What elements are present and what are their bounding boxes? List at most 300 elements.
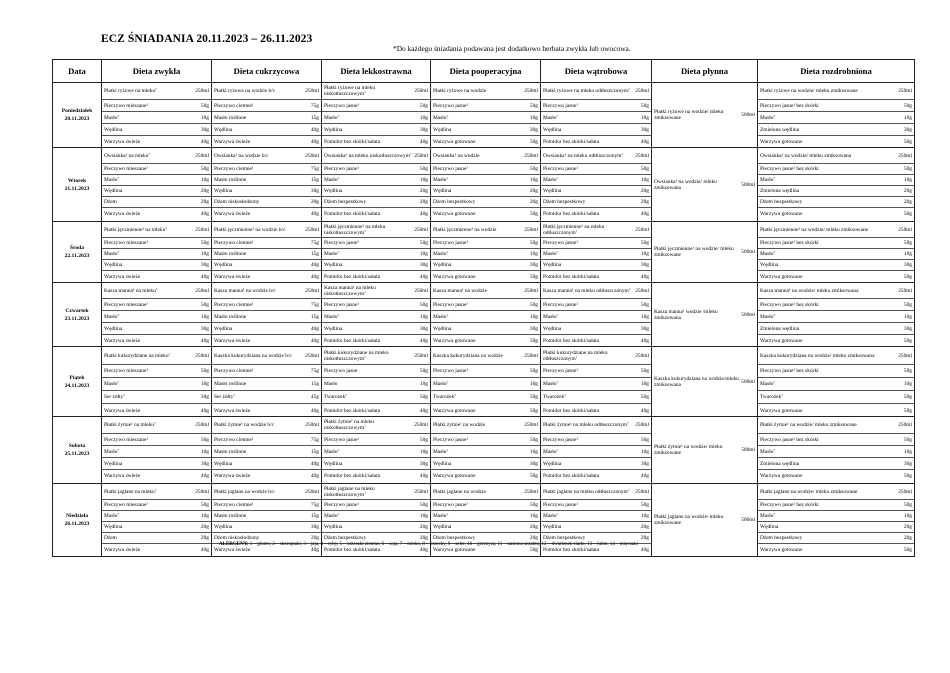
diet-cell — [431, 283, 541, 347]
menu-item — [758, 470, 914, 482]
item-name: Ser żółty⁷ — [214, 394, 236, 400]
menu-item — [322, 83, 430, 100]
menu-item — [541, 208, 651, 219]
item-name: Pieczywo jasne¹ — [543, 436, 578, 443]
item-amount: 75g — [310, 502, 319, 508]
item-amount: 250ml — [195, 226, 209, 233]
item-amount: 40g — [419, 273, 428, 280]
diet-cell — [102, 417, 212, 484]
menu-item — [541, 470, 651, 482]
menu-item — [431, 417, 540, 434]
item-name: Wędlina — [543, 126, 562, 133]
menu-item — [431, 100, 540, 112]
day-date: 26.11.2023 — [64, 521, 90, 527]
menu-item — [758, 238, 914, 249]
menu-item — [431, 186, 540, 197]
item-name: Masło⁷ — [543, 177, 559, 183]
document-title: ECZ ŚNIADANIA 20.11.2023 – 26.11.2023 — [101, 33, 313, 45]
item-name: Twarożek⁷ — [433, 394, 457, 400]
menu-item — [758, 124, 914, 136]
item-name: Pieczywo jasne¹ — [433, 240, 468, 246]
menu-item — [212, 323, 321, 335]
item-name: Zmielona wędlina — [760, 126, 800, 133]
item-amount: 50g — [640, 301, 649, 308]
item-amount: 40g — [640, 139, 649, 145]
item-name: Pieczywo jasne¹ — [433, 102, 468, 109]
item-amount: 40g — [310, 338, 319, 344]
menu-item — [102, 323, 211, 335]
item-amount: 10g — [903, 114, 912, 121]
menu-item — [758, 417, 914, 434]
item-name: Pieczywo mieszane¹ — [104, 102, 148, 109]
item-name: Pomidor bez skórki/sałata — [324, 210, 380, 217]
diet-cell — [431, 347, 541, 417]
item-name: Pieczywo ciemne¹ — [214, 166, 254, 172]
item-name: Płatki jaglane na mleku niskotłuszczowym⁷ — [324, 485, 375, 498]
item-name: Pieczywo jasne — [324, 368, 358, 374]
menu-item — [212, 83, 321, 100]
item-amount: 50g — [529, 301, 538, 308]
item-name: Kaszka kukurydziana na wodzie/mleku zmiksowana — [654, 375, 739, 388]
item-amount: 50g — [903, 210, 912, 217]
item-name: Pomidor bez skórki/sałata — [324, 139, 380, 145]
day-name: Piątek — [69, 374, 85, 381]
menu-item — [541, 404, 651, 417]
menu-item — [102, 484, 211, 500]
menu-item — [102, 434, 211, 446]
menu-item — [541, 417, 651, 434]
item-name: Masło⁷ — [104, 513, 120, 519]
menu-item — [758, 222, 914, 238]
item-name: Masło⁷ — [324, 114, 340, 121]
item-name: Warzywa gotowane — [760, 210, 803, 217]
menu-item — [431, 323, 540, 335]
item-amount: 50g — [529, 166, 538, 172]
diet-cell — [212, 347, 322, 417]
item-amount: 500ml — [741, 181, 755, 188]
item-amount: 50g — [640, 502, 649, 508]
day-row — [53, 417, 915, 484]
menu-item — [758, 112, 914, 124]
menu-item — [541, 511, 651, 522]
menu-item — [102, 260, 211, 271]
item-name: Wędlina — [433, 524, 452, 530]
item-amount: 10g — [903, 313, 912, 320]
item-amount: 50g — [200, 301, 209, 308]
item-amount: 75g — [310, 240, 319, 246]
menu-item — [212, 100, 321, 112]
item-name: Płatki żytnie¹ na mleku⁷ — [104, 422, 156, 428]
item-name: Dżem bezpestkowy — [433, 535, 476, 541]
menu-item — [102, 100, 211, 112]
menu-item — [758, 283, 914, 299]
item-amount: 30g — [640, 325, 649, 332]
menu-item — [102, 124, 211, 136]
item-name: Pomidor bez skórki/sałata — [543, 338, 599, 344]
menu-item — [652, 376, 757, 388]
menu-item — [541, 283, 651, 299]
item-amount: 10g — [200, 313, 209, 320]
item-amount: 50g — [200, 502, 209, 508]
item-amount: 40g — [310, 325, 319, 332]
menu-item — [541, 391, 651, 404]
menu-item — [758, 434, 914, 446]
item-amount: 250ml — [898, 152, 912, 159]
item-name: Pieczywo jasne¹ — [324, 240, 359, 246]
header-dieta-watrobowa: Dieta wątrobowa — [541, 60, 652, 83]
item-amount: 75g — [310, 166, 319, 172]
menu-item — [322, 124, 430, 136]
menu-item — [431, 335, 540, 347]
item-name: Płatki ryżowe na mleku niskotłuszczowym⁷ — [324, 85, 376, 97]
item-name: Masło⁷ — [324, 177, 340, 183]
item-amount: 250ml — [635, 152, 649, 159]
menu-item — [541, 124, 651, 136]
item-amount: 50g — [903, 407, 912, 414]
item-name: Wędlina — [104, 460, 123, 467]
menu-item — [758, 365, 914, 378]
day-row — [53, 83, 915, 148]
item-amount: 250ml — [305, 287, 319, 294]
menu-item — [541, 100, 651, 112]
diet-cell — [652, 222, 758, 283]
menu-item — [102, 83, 211, 100]
menu-item — [322, 522, 430, 533]
menu-item — [431, 208, 540, 219]
day-row — [53, 347, 915, 417]
item-amount: 40g — [310, 126, 319, 133]
item-amount: 30g — [200, 394, 209, 400]
menu-item — [322, 484, 430, 500]
item-amount: 10g — [200, 381, 209, 387]
item-name: Masło roślinne — [214, 251, 247, 257]
menu-item — [322, 323, 430, 335]
item-amount: 50g — [529, 102, 538, 109]
item-amount: 50g — [640, 394, 649, 400]
item-amount: 15g — [310, 513, 319, 519]
item-name: Pieczywo mieszane¹ — [104, 502, 148, 508]
item-name: Warzywa świeże — [104, 338, 141, 344]
item-name: Masło roślinne — [214, 448, 247, 455]
item-amount: 20g — [903, 199, 912, 205]
item-amount: 50g — [419, 502, 428, 508]
day-date-cell — [53, 484, 102, 557]
menu-item — [212, 335, 321, 347]
item-amount: 250ml — [195, 422, 209, 428]
item-amount: 250ml — [524, 88, 538, 94]
item-name: Płatki jaglane na wodzie/ mleku zmiksowane — [654, 514, 724, 526]
item-name: Warzywa gotowane — [433, 139, 476, 145]
item-name: Masło⁷ — [760, 313, 776, 320]
item-amount: 250ml — [305, 422, 319, 428]
item-amount: 40g — [419, 139, 428, 145]
item-amount: 250ml — [635, 352, 649, 359]
item-amount: 50g — [200, 102, 209, 109]
item-amount: 20g — [200, 199, 209, 205]
menu-item — [541, 197, 651, 208]
diet-cell — [758, 417, 915, 484]
menu-item — [102, 238, 211, 249]
item-amount: 20g — [529, 199, 538, 205]
item-amount: 50g — [903, 102, 912, 109]
item-name: Warzywa gotowane — [433, 407, 476, 414]
item-amount: 50g — [419, 368, 428, 374]
item-name: Płatki jęczmienne¹ na mleku⁷ — [104, 226, 168, 233]
item-name: Płatki ryżowe na wodzie/ mleku zmiksowane — [654, 109, 724, 121]
item-amount: 40g — [200, 139, 209, 145]
item-amount: 50g — [903, 240, 912, 246]
item-amount: 20g — [529, 524, 538, 530]
menu-item — [322, 391, 430, 404]
item-name: Dżem niskosłodzony — [214, 199, 260, 205]
menu-item — [541, 271, 651, 282]
menu-item — [322, 347, 430, 365]
diet-cell — [431, 222, 541, 283]
item-amount: 20g — [529, 188, 538, 194]
item-name: Płatki jęczmienne¹ na wodzie/ mleku zmiksowane — [760, 226, 869, 233]
menu-item — [212, 238, 321, 249]
item-name: Pomidor bez skórki/sałata — [324, 273, 380, 280]
menu-item — [758, 347, 914, 365]
item-name: Masło⁷ — [324, 251, 340, 257]
item-amount: 50g — [529, 273, 538, 280]
item-name: Kasza manna¹ wodzie /mleku zmiksowana — [654, 308, 718, 321]
item-amount: 250ml — [195, 352, 209, 359]
menu-item — [212, 175, 321, 186]
menu-item — [212, 500, 321, 511]
item-amount: 50g — [419, 102, 428, 109]
item-name: Warzywa gotowane — [760, 473, 803, 479]
item-name: Pomidor bez skórki/sałata — [543, 139, 599, 145]
menu-item — [212, 124, 321, 136]
item-name: Masło⁷ — [433, 313, 449, 320]
item-name: Pieczywo jasne¹ — [324, 502, 359, 508]
item-amount: 30g — [310, 188, 319, 194]
item-amount: 45g — [310, 394, 319, 400]
item-amount: 10g — [529, 114, 538, 121]
menu-item — [541, 148, 651, 164]
diet-cell — [322, 283, 431, 347]
day-name: Poniedziałek — [61, 108, 93, 114]
menu-item — [322, 446, 430, 458]
menu-item — [758, 249, 914, 260]
menu-item — [431, 404, 540, 417]
item-name: Kasza manna¹ na mleku niskotłuszczowym⁷ — [324, 284, 376, 297]
day-date-cell — [53, 222, 102, 283]
item-amount: 15g — [310, 381, 319, 387]
menu-item — [212, 164, 321, 175]
item-amount: 20g — [640, 524, 649, 530]
item-amount: 10g — [529, 513, 538, 519]
item-name: Dżem bezpestkowy — [324, 199, 367, 205]
item-amount: 10g — [903, 381, 912, 387]
menu-item — [322, 112, 430, 124]
item-amount: 50g — [419, 240, 428, 246]
item-amount: 50g — [529, 473, 538, 479]
menu-item — [431, 470, 540, 482]
item-amount: 20g — [200, 524, 209, 530]
item-amount: 250ml — [305, 226, 319, 233]
menu-item — [322, 378, 430, 391]
item-name: Płatki jaglane na mleku odtłuszczonym⁷ — [543, 488, 630, 495]
menu-item — [102, 112, 211, 124]
item-amount: 10g — [419, 251, 428, 257]
item-name: Płatki ryżowe na wodzie/ mleku zmiksowane — [760, 88, 858, 94]
item-amount: 30g — [640, 262, 649, 268]
menu-item — [541, 175, 651, 186]
diet-cell — [102, 148, 212, 222]
item-amount: 250ml — [635, 226, 649, 233]
item-amount: 50g — [640, 166, 649, 172]
menu-item — [322, 271, 430, 282]
menu-item — [102, 347, 211, 365]
item-name: Wędlina — [543, 188, 562, 194]
header-dieta-zwykla: Dieta zwykła — [102, 60, 212, 83]
item-amount: 250ml — [414, 88, 428, 94]
item-name: Pieczywo ciemne¹ — [214, 436, 254, 443]
item-amount: 500ml — [741, 447, 755, 453]
item-name: Masło⁷ — [324, 513, 340, 519]
item-name: Wędlina — [324, 460, 343, 467]
item-name: Pomidor bez skórki/sałata — [543, 407, 599, 414]
item-amount: 40g — [419, 407, 428, 414]
diet-cell — [758, 83, 915, 148]
item-name: Pieczywo jasne¹ bez skórki — [760, 368, 819, 374]
menu-item — [102, 446, 211, 458]
diet-cell — [541, 83, 652, 148]
item-name: Warzywa gotowane — [433, 338, 476, 344]
item-amount: 250ml — [635, 488, 649, 495]
menu-item — [541, 446, 651, 458]
item-name: Pomidor bez skórki/sałata — [324, 546, 380, 553]
item-amount: 10g — [903, 177, 912, 183]
item-amount: 250ml — [898, 352, 912, 359]
item-amount: 20g — [310, 535, 319, 541]
item-name: Pieczywo ciemne¹ — [214, 240, 254, 246]
diet-cell — [212, 83, 322, 148]
item-amount: 20g — [640, 188, 649, 194]
item-name: Wędlina — [324, 524, 343, 530]
item-name: Wędlina — [760, 524, 779, 530]
item-name: Wędlina — [104, 325, 123, 332]
menu-item — [431, 500, 540, 511]
menu-item — [212, 511, 321, 522]
item-name: Pieczywo jasne¹ — [324, 301, 359, 308]
diet-cell — [102, 283, 212, 347]
item-amount: 50g — [903, 368, 912, 374]
item-name: Pieczywo jasne¹ — [433, 436, 468, 443]
menu-item — [431, 446, 540, 458]
item-amount: 50g — [903, 473, 912, 479]
menu-item — [102, 197, 211, 208]
item-amount: 10g — [419, 448, 428, 455]
menu-item — [541, 458, 651, 470]
item-amount: 40g — [310, 273, 319, 280]
menu-item — [322, 311, 430, 323]
item-name: Pomidor bez skórki/sałata — [543, 546, 599, 553]
item-amount: 250ml — [898, 226, 912, 233]
item-name: Płatki ryżowe na mleku⁷ — [104, 88, 157, 94]
item-name: Pieczywo jasne¹ — [324, 436, 359, 443]
diet-cell — [541, 417, 652, 484]
item-amount: 40g — [640, 273, 649, 280]
item-amount: 30g — [903, 460, 912, 467]
item-amount: 250ml — [635, 287, 649, 294]
item-amount: 40g — [640, 210, 649, 217]
item-name: Pieczywo jasne¹ — [324, 166, 359, 172]
item-amount: 15g — [310, 251, 319, 257]
item-name: Dżem bezpestkowy — [760, 199, 803, 205]
item-name: Masło roślinne — [214, 177, 247, 183]
day-date: 21.11.2023 — [64, 185, 90, 192]
item-amount: 250ml — [524, 287, 538, 294]
item-name: Masło⁷ — [760, 177, 776, 183]
item-name: Kaszka kukurydziana na wodzie/ mleku zmiksowana — [760, 352, 875, 359]
menu-item — [102, 391, 211, 404]
item-name: Płatki ryżowe na mleku odtłuszczonym⁷ — [543, 88, 630, 94]
item-name: Masło⁷ — [543, 313, 559, 320]
menu-item — [541, 522, 651, 533]
item-amount: 250ml — [305, 488, 319, 495]
menu-item — [758, 484, 914, 500]
item-name: Masło⁷ — [433, 114, 449, 121]
item-amount: 250ml — [195, 88, 209, 94]
item-name: Pieczywo mieszane¹ — [104, 436, 148, 443]
day-date: 22.11.2023 — [64, 253, 90, 259]
item-amount: 10g — [419, 313, 428, 320]
item-name: Warzywa świeże — [214, 407, 251, 414]
item-amount: 250ml — [305, 352, 319, 359]
item-amount: 50g — [529, 436, 538, 443]
allergens-legend — [219, 542, 638, 547]
menu-item — [758, 164, 914, 175]
item-amount: 50g — [903, 139, 912, 145]
menu-item — [212, 522, 321, 533]
item-name: Wędlina — [543, 262, 562, 268]
menu-item — [431, 283, 540, 299]
menu-item — [652, 109, 757, 121]
item-amount: 75g — [310, 436, 319, 443]
item-amount: 75g — [310, 102, 319, 109]
item-name: Płatki ryżowe na wodzie b/c — [214, 88, 276, 94]
diet-cell — [322, 347, 431, 417]
item-name: Warzywa gotowane — [433, 210, 476, 217]
item-name: Masło⁷ — [104, 448, 120, 455]
menu-item — [758, 208, 914, 219]
item-amount: 50g — [529, 546, 538, 553]
item-amount: 50g — [529, 240, 538, 246]
item-amount: 40g — [310, 210, 319, 217]
menu-item — [322, 299, 430, 311]
item-amount: 40g — [200, 546, 209, 553]
item-name: Masło⁷ — [324, 313, 340, 320]
item-amount: 250ml — [195, 287, 209, 294]
menu-item — [431, 124, 540, 136]
item-name: Wędlina — [543, 325, 562, 332]
menu-item — [322, 175, 430, 186]
header-dieta-lekkostrawna: Dieta lekkostrawna — [322, 60, 431, 83]
item-name: Wędlina — [543, 460, 562, 467]
item-amount: 50g — [419, 394, 428, 400]
menu-item — [102, 458, 211, 470]
item-name: Warzywa gotowane — [760, 139, 803, 145]
item-amount: 30g — [200, 325, 209, 332]
item-name: Masło⁷ — [760, 114, 776, 121]
item-amount: 250ml — [898, 287, 912, 294]
menu-item — [212, 484, 321, 500]
item-amount: 10g — [640, 513, 649, 519]
header-dieta-cukrzycowa: Dieta cukrzycowa — [212, 60, 322, 83]
